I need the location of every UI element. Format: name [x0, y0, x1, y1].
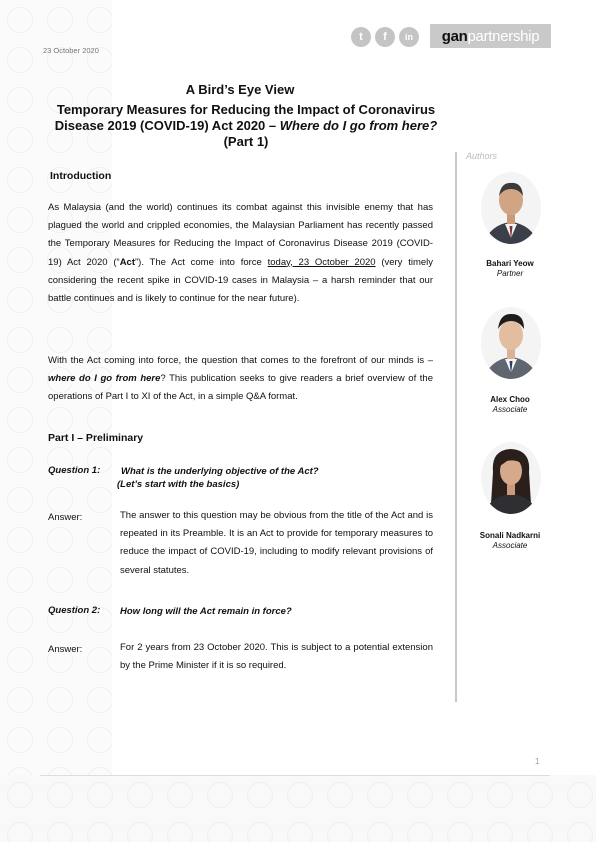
- intro-p2-a: With the Act coming into force, the question that comes to the forefront of our minds is –: [48, 355, 433, 366]
- footer-divider: [40, 775, 550, 776]
- intro-p1-c: (very timely considering the recent spike in COVID-19 cases in Malaysia – a harsh reminder that our battle continues and is likely to continue for the near future).: [48, 256, 434, 305]
- background-pattern-bottom: [0, 775, 596, 842]
- question-1-text: What is the underlying objective of the Act?: [121, 466, 319, 477]
- author-role-3: Associate: [492, 541, 528, 550]
- page-number: 1: [535, 757, 540, 766]
- authors-label: Authors: [466, 151, 498, 161]
- author-role-2: Associate: [492, 405, 528, 414]
- intro-paragraph-1: [48, 199, 433, 308]
- author-photo-alex-choo: [481, 307, 541, 379]
- page-subtitle: [42, 102, 450, 150]
- section-heading-part-1: Part I – Preliminary: [48, 432, 144, 444]
- gan-partnership-logo[interactable]: [430, 24, 551, 48]
- author-name-3: Sonali Nadkarni: [479, 531, 541, 540]
- author-photo-bahari-yeow: [481, 172, 541, 244]
- section-heading-introduction: Introduction: [50, 170, 112, 182]
- author-photo-sonali-nadkarni: [481, 442, 541, 514]
- answer-2-text: For 2 years from 23 October 2020. This is subject to a potential extension by the Prime Minister if it is so required.: [120, 642, 433, 672]
- intro-p1-b: ”). The Act come into force: [135, 256, 268, 268]
- intro-p1-a: As Malaysia (and the world) continues its combat against this invisible enemy that has plagued the world and crippled economies, the Malaysian Parliament has recently passed the Temporary Measures for Reducing the Impact of Coronavirus Disease 2019 (COVID-19) Act 2020 (“: [48, 202, 433, 268]
- question-2-label: Question 2:: [48, 605, 101, 616]
- intro-paragraph-2: [48, 352, 433, 407]
- intro-p1-date: today, 23 October 2020: [267, 256, 376, 268]
- answer-1-text: The answer to this question may be obvious from the title of the Act and is repeated in its Preamble. It is an Act to provide for temporary measures to reduce the impact of COVID-19, including to modify relevant provisions of several statutes.: [120, 510, 433, 576]
- subtitle-part-a: Temporary Measures for Reducing the Impact of Coronavirus Disease 2019 (COVID-19) Act 2020 –: [54, 102, 436, 133]
- author-role-1: Partner: [496, 269, 524, 278]
- intro-p2-emphasis: where do I go from here: [48, 373, 161, 385]
- intro-p1-act: Act: [119, 256, 135, 268]
- logo-text-gan: gan: [441, 27, 468, 45]
- answer-2-label: Answer:: [48, 644, 83, 655]
- facebook-icon[interactable]: f: [375, 27, 395, 47]
- publication-date: 23 October 2020: [43, 46, 99, 55]
- subtitle-italic: Where do I go from here?: [279, 118, 438, 133]
- twitter-icon[interactable]: t: [351, 27, 371, 47]
- question-1-subtext: (Let’s start with the basics): [117, 479, 240, 490]
- question-1-label: Question 1:: [48, 465, 101, 476]
- author-name-1: Bahari Yeow: [486, 259, 534, 268]
- authors-divider: [455, 152, 457, 702]
- question-2-text: How long will the Act remain in force?: [120, 606, 292, 617]
- linkedin-icon[interactable]: in: [399, 27, 419, 47]
- author-name-2: Alex Choo: [490, 395, 530, 404]
- intro-p2-b: ? This publication seeks to give readers a brief overview of the operations of Part I to XI of the Act, in a simple Q&A format.: [48, 373, 433, 403]
- page-title: A Bird’s Eye View: [185, 82, 295, 97]
- answer-1-label: Answer:: [48, 512, 83, 523]
- logo-text-partnership: partnership: [467, 27, 540, 45]
- subtitle-part-b: (Part 1): [223, 134, 269, 149]
